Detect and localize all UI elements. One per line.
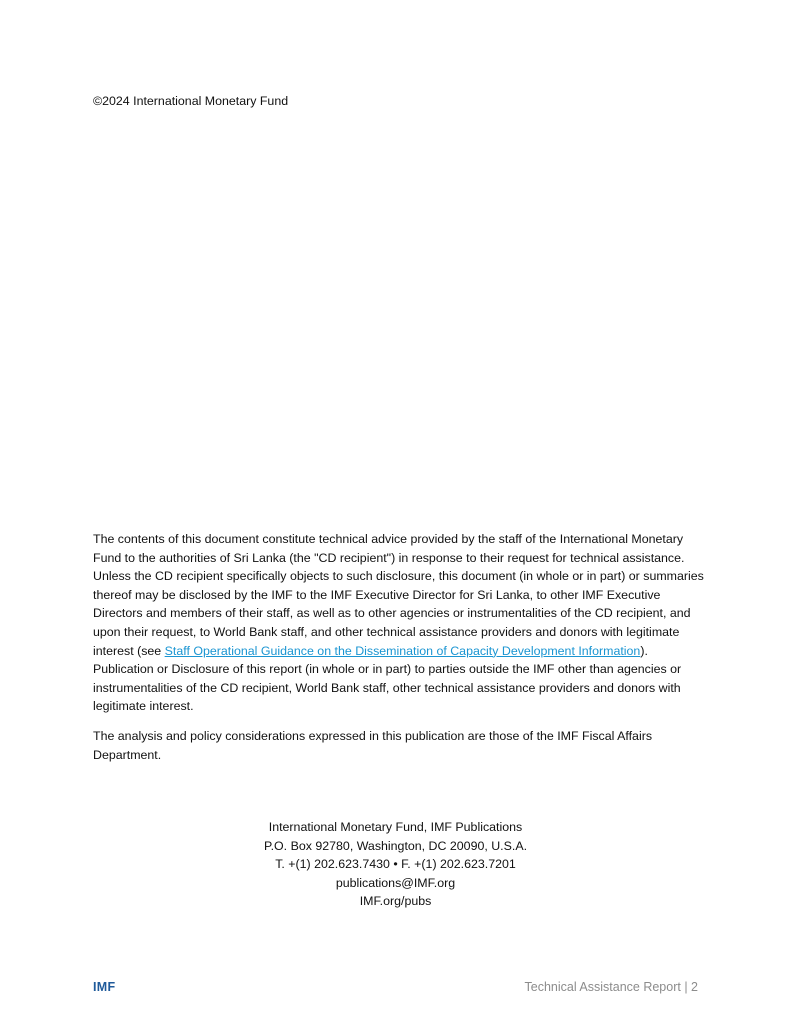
publications-website: IMF.org/pubs [359,894,432,909]
staff-guidance-link[interactable]: Staff Operational Guidance on the Dissemination of Capacity Development Information [164,643,641,658]
postal-address: P.O. Box 92780, Washington, DC 20090, U.S.A. [263,838,528,853]
disclaimer-paragraph-1 [93,530,705,716]
disclaimer-text-after-link: ). Publication or Disclosure of this report (in whole or in part) to parties outside the IMF other than agencies or instrumentalities of the CD recipient, World Bank staff, other technical assistance providers and donors with legitimate interest. [93,643,682,714]
publisher-name: International Monetary Fund, IMF Publications [268,820,523,834]
disclaimer-paragraph-2: The analysis and policy considerations expressed in this publication are those of the IMF Fiscal Affairs Department. [93,728,653,762]
page-footer-label: Technical Assistance Report | 2 [524,980,698,994]
disclaimer-text-before-link: The contents of this document constitute technical advice provided by the staff of the International Monetary Fund to the authorities of Sri Lanka (the "CD recipient") in response to their request for technical assistance. Unless the CD recipient specifically objects to such disclosure, this document (in whole or in part) or summaries thereof may be disclosed by the IMF to the IMF Executive Director for Sri Lanka, to other IMF Executive Directors and members of their staff, as well as to other agencies or instrumentalities of the CD recipient, and upon their request, to World Bank staff, and other technical assistance providers and donors with legitimate interest (see [93,532,704,658]
disclaimer-section [93,530,705,764]
copyright-notice: ©2024 International Monetary Fund [93,94,289,108]
phone-fax: T. +(1) 202.623.7430 • F. +(1) 202.623.7201 [275,857,516,872]
contact-email: publications@IMF.org [335,875,456,890]
imf-logo: IMF [93,980,116,994]
contact-block [0,818,791,911]
